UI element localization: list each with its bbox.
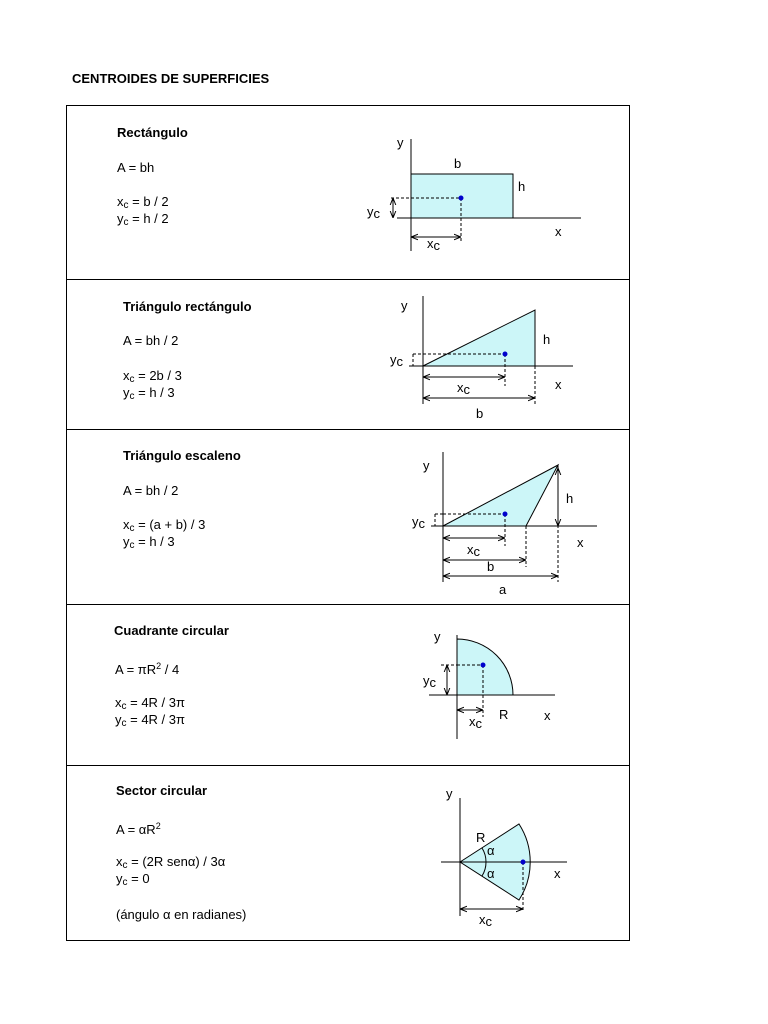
centroid-table: [66, 105, 630, 941]
circular-quadrant-diagram: [67, 605, 629, 766]
yc-label: [412, 514, 426, 531]
xc-subscript: c: [122, 860, 128, 871]
xc-subscript: c: [129, 374, 135, 385]
xc-subscript: c: [123, 200, 129, 211]
centroid-dot: [459, 196, 464, 201]
xc-subscript: c: [475, 716, 482, 731]
yc-label: [390, 352, 404, 369]
yc-subscript: c: [123, 217, 129, 228]
section-right-triangle: [67, 280, 629, 430]
xc-expression: = (a + b) / 3: [134, 517, 206, 532]
area-formula: A = bh: [117, 160, 155, 175]
yc-symbol: y: [116, 871, 123, 886]
xc-subscript: c: [129, 523, 135, 534]
xc-expression: = b / 2: [128, 194, 169, 209]
yc-subscript: c: [396, 354, 403, 369]
yc-subscript: c: [129, 540, 135, 551]
yc-subscript: c: [122, 877, 128, 888]
yc-subscript: c: [373, 206, 380, 221]
section-scalene-triangle: [67, 430, 629, 605]
xc-subscript: c: [463, 382, 470, 397]
yc-symbol: y: [423, 673, 430, 688]
yc-expression: = h / 2: [128, 211, 169, 226]
xc-label: [467, 542, 481, 559]
section-title: Sector circular: [116, 783, 208, 798]
area-exponent: 2: [156, 661, 162, 671]
b-label: b: [476, 406, 484, 421]
section-title: Rectángulo: [117, 125, 188, 140]
right-triangle-diagram: [67, 280, 629, 430]
yc-symbol: y: [117, 211, 124, 226]
b-label: b: [454, 156, 462, 171]
yc-expression: = h / 3: [134, 534, 175, 549]
xc-label: [427, 236, 441, 253]
section-circular-sector: [67, 766, 629, 940]
yc-symbol: y: [390, 352, 397, 367]
yc-label: [423, 673, 437, 690]
yc-subscript: c: [418, 516, 425, 531]
h-label: h: [566, 491, 574, 506]
y-axis-label: y: [397, 135, 404, 150]
yc-label: [367, 204, 381, 221]
section-circular-quadrant: [67, 605, 629, 766]
xc-symbol: x: [479, 912, 486, 927]
yc-expression: = 4R / 3π: [126, 712, 185, 727]
alpha-label-lower: α: [487, 866, 495, 881]
x-axis-label: x: [577, 535, 584, 550]
xc-symbol: x: [427, 236, 434, 251]
xc-expression: = 2b / 3: [134, 368, 182, 383]
xc-label: [457, 380, 471, 397]
xc-symbol: x: [123, 368, 130, 383]
xc-symbol: x: [467, 542, 474, 557]
xc-symbol: x: [469, 714, 476, 729]
x-axis-label: x: [555, 377, 562, 392]
r-label: R: [499, 707, 509, 722]
alpha-label-upper: α: [487, 843, 495, 858]
quadrant-shape: [457, 639, 513, 695]
page-title: CENTROIDES DE SUPERFICIES: [72, 71, 270, 86]
yc-subscript: c: [121, 718, 127, 729]
section-title: Cuadrante circular: [114, 623, 229, 638]
yc-subscript: c: [429, 675, 436, 690]
xc-symbol: x: [123, 517, 130, 532]
y-axis-label: y: [401, 298, 408, 313]
rectangle-diagram: [67, 106, 629, 280]
yc-expression: = 0: [127, 871, 150, 886]
yc-symbol: y: [123, 385, 130, 400]
yc-subscript: c: [129, 391, 135, 402]
yc-symbol: y: [115, 712, 122, 727]
h-label: h: [543, 332, 551, 347]
radians-note: (ángulo α en radianes): [116, 907, 247, 922]
area-pre: A = αR: [116, 822, 156, 837]
area-exponent: 2: [155, 821, 161, 831]
xc-expression: = 4R / 3π: [126, 695, 185, 710]
area-formula: A = bh / 2: [123, 483, 179, 498]
centroid-dot: [481, 663, 486, 668]
section-rectangle: [67, 106, 629, 280]
centroid-dot: [503, 352, 508, 357]
y-axis-label: y: [434, 629, 441, 644]
yc-symbol: y: [367, 204, 374, 219]
y-axis-label: y: [446, 786, 453, 801]
circular-sector-diagram: [67, 766, 629, 940]
xc-symbol: x: [457, 380, 464, 395]
b-label: b: [487, 559, 495, 574]
centroid-dot: [521, 860, 526, 865]
xc-symbol: x: [117, 194, 124, 209]
triangle-shape: [443, 465, 558, 526]
area-pre: A = πR: [115, 662, 157, 677]
scalene-triangle-diagram: [67, 430, 629, 605]
a-label: a: [499, 582, 507, 597]
r-label: R: [476, 830, 486, 845]
area-formula: A = bh / 2: [123, 333, 179, 348]
x-axis-label: x: [544, 708, 551, 723]
centroid-dot: [503, 512, 508, 517]
yc-symbol: y: [412, 514, 419, 529]
triangle-shape: [423, 310, 535, 366]
xc-label: [479, 912, 493, 929]
xc-symbol: x: [115, 695, 122, 710]
xc-subscript: c: [473, 544, 480, 559]
x-axis-label: x: [555, 224, 562, 239]
section-title: Triángulo escaleno: [123, 448, 241, 463]
xc-label: [469, 714, 483, 731]
h-label: h: [518, 179, 526, 194]
xc-expression: = (2R senα) / 3α: [127, 854, 226, 869]
x-axis-label: x: [554, 866, 561, 881]
xc-subscript: c: [485, 914, 492, 929]
section-title: Triángulo rectángulo: [123, 299, 252, 314]
yc-expression: = h / 3: [134, 385, 175, 400]
xc-subscript: c: [433, 238, 440, 253]
y-axis-label: y: [423, 458, 430, 473]
xc-subscript: c: [121, 701, 127, 712]
area-post: / 4: [161, 662, 180, 677]
xc-symbol: x: [116, 854, 123, 869]
yc-symbol: y: [123, 534, 130, 549]
